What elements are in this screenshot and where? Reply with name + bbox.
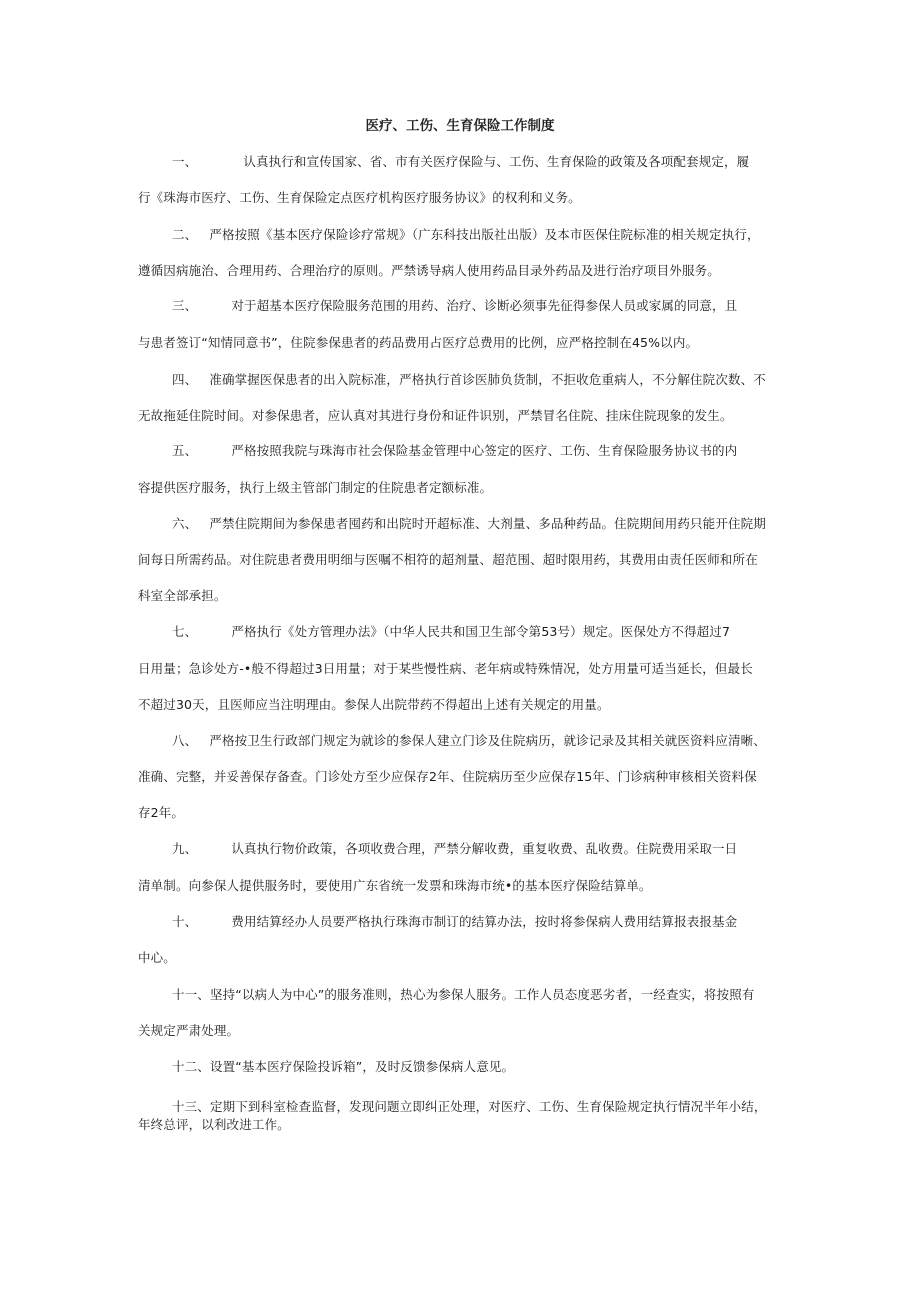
item-5-number: 五、	[172, 443, 198, 458]
item-6-number: 六、	[172, 516, 198, 531]
item-10-line-2: 中心。	[138, 950, 176, 965]
item-10-text-1: 费用结算经办人员要严格执行珠海市制订的结算办法，按时将参保病人费用结算报表报基金	[231, 914, 738, 929]
item-12-text-1: 设置“基本医疗保险投诉箱”，及时反馈参保病人意见。	[209, 1059, 515, 1074]
item-9-number: 九、	[172, 841, 198, 856]
item-3-line-2: 与患者签订“知情同意书”，住院参保患者的药品费用占医疗总费用的比例，应严格控制在45%以内。	[138, 335, 699, 350]
item-1-number: 一、	[172, 154, 198, 169]
item-13-number: 十三、	[172, 1099, 210, 1114]
item-12-line-1	[172, 1057, 798, 1077]
item-8-line-1	[172, 731, 798, 751]
item-7-number: 七、	[172, 624, 198, 639]
item-6-line-2: 间每日所需药品。对住院患者费用明细与医嘱不相符的超剂量、超范围、超时限用药，其费用由责任医师和所在	[138, 552, 758, 567]
item-7-line-2: 日用量；急诊处方-•般不得超过3日用量；对于某些慢性病、老年病或特殊情况，处方用量可适当延长，但最长	[138, 661, 753, 676]
item-3-text-1: 对于超基本医疗保险服务范围的用药、治疗、诊断必须事先征得参保人员或家属的同意，且	[231, 298, 738, 313]
item-6-text-1: 严禁住院期间为参保患者囤药和出院时开超标准、大剂量、多品种药品。住院期间用药只能开住院期	[209, 516, 766, 531]
item-11-line-1	[172, 985, 798, 1005]
item-8-line-3: 存2年。	[138, 805, 185, 820]
item-13-line-2: 年终总评，以利改进工作。	[138, 1117, 290, 1132]
item-3-number: 三、	[172, 298, 198, 313]
item-10-line-1	[172, 912, 798, 932]
item-4-line-1	[172, 370, 798, 390]
item-13-line-1	[172, 1097, 798, 1117]
item-8-text-1: 严格按卫生行政部门规定为就诊的参保人建立门诊及住院病历，就诊记录及其相关就医资料应清晰、	[209, 733, 766, 748]
item-12-number: 十二、	[172, 1059, 210, 1074]
item-1-text-1: 认真执行和宣传国家、省、市有关医疗保险与、工伤、生育保险的政策及各项配套规定，履	[243, 154, 750, 169]
item-5-line-2: 容提供医疗服务，执行上级主管部门制定的住院患者定额标准。	[138, 480, 493, 495]
item-9-line-1	[172, 839, 798, 859]
item-8-number: 八、	[172, 733, 198, 748]
item-10-number: 十、	[172, 914, 198, 929]
item-7-line-1	[172, 622, 798, 642]
item-9-line-2: 清单制。向参保人提供服务时，要使用广东省统一发票和珠海市统•的基本医疗保险结算单。	[138, 878, 652, 893]
item-6-line-3: 科室全部承担。	[138, 588, 227, 603]
document-title: 医疗、工伤、生育保险工作制度	[365, 118, 555, 134]
item-3-line-1	[172, 296, 798, 316]
item-11-number: 十一、	[172, 987, 210, 1002]
item-11-line-2: 关规定严肃处理。	[138, 1023, 240, 1038]
item-4-text-1: 准确掌握医保患者的出入院标准，严格执行首诊医肺负货制，不拒收危重病人，不分解住院次数、不	[209, 372, 766, 387]
item-1-line-1	[172, 152, 798, 172]
item-2-text-1: 严格按照《基本医疗保险诊疗常规》（广东科技出版社出版）及本市医保住院标准的相关规定执行，	[209, 227, 760, 242]
item-11-text-1: 坚持“以病人为中心”的服务准则，热心为参保人服务。工作人员态度恶劣者，一经查实，将按照有	[209, 987, 755, 1002]
item-7-text-1: 严格执行《处方管理办法》（中华人民共和国卫生部令第53号）规定。医保处方不得超过7	[231, 624, 731, 639]
item-2-line-1	[172, 225, 798, 245]
item-4-number: 四、	[172, 372, 198, 387]
item-8-line-2: 准确、完整，并妥善保存备查。门诊处方至少应保存2年、住院病历至少应保存15年、门诊病种审核相关资料保	[138, 769, 757, 784]
item-2-number: 二、	[172, 227, 198, 242]
item-7-line-3: 不超过30天，且医师应当注明理由。参保人出院带药不得超出上述有关规定的用量。	[138, 697, 610, 712]
item-13-text-1: 定期下到科室检查监督，发现问题立即纠正处理，对医疗、工伤、生育保险规定执行情况半年小结，	[209, 1099, 767, 1114]
item-5-text-1: 严格按照我院与珠海市社会保险基金管理中心签定的医疗、工伤、生育保险服务协议书的内	[231, 443, 738, 458]
item-4-line-2: 无故拖延住院时间。对参保患者，应认真对其进行身份和证件识别，严禁冒名住院、挂床住院现象的发生。	[138, 408, 733, 423]
item-6-line-1	[172, 514, 798, 534]
item-5-line-1	[172, 441, 798, 461]
item-2-line-2: 遵循因病施治、合理用药、合理治疗的原则。严禁诱导病人使用药品目录外药品及进行治疗项目外服务。	[138, 263, 720, 278]
item-1-line-2: 行《珠海市医疗、工伤、生育保险定点医疗机构医疗服务协议》的权利和义务。	[138, 190, 581, 205]
item-9-text-1: 认真执行物价政策，各项收费合理，严禁分解收费，重复收费、乱收费。住院费用采取一日	[231, 841, 738, 856]
